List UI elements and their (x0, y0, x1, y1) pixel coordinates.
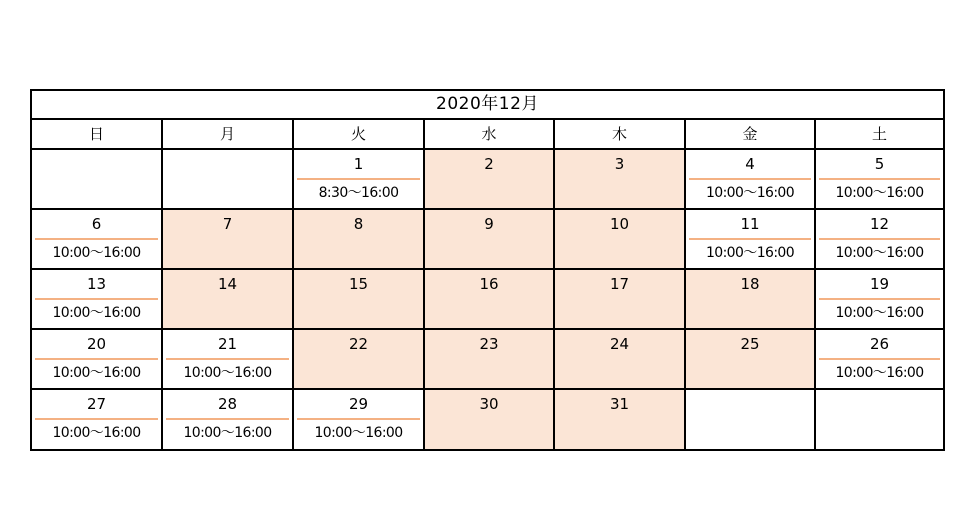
hours-divider (35, 238, 158, 240)
opening-hours: 10:00～16:00 (835, 185, 924, 201)
day-number: 19 (869, 275, 890, 293)
open-day-cell (816, 270, 943, 330)
opening-hours: 10:00～16:00 (52, 365, 141, 381)
opening-hours: 10:00～16:00 (835, 245, 924, 261)
open-day-cell (163, 390, 294, 449)
hours-divider (689, 178, 811, 180)
hours-divider (819, 298, 940, 300)
open-day-cell (686, 210, 816, 270)
opening-hours: 10:00～16:00 (705, 185, 795, 201)
day-number: 25 (740, 335, 760, 353)
weekday-header-cell: 月 (163, 120, 294, 150)
day-number: 16 (479, 275, 499, 293)
day-number: 1 (353, 155, 364, 173)
closed-day-cell (425, 150, 555, 210)
opening-hours: 10:00～16:00 (835, 365, 924, 381)
opening-hours: 10:00～16:00 (314, 425, 403, 441)
open-day-cell (816, 210, 943, 270)
weekday-header-cell: 木 (555, 120, 686, 150)
closed-day-cell (294, 270, 425, 330)
day-number: 21 (217, 335, 238, 353)
opening-hours: 10:00～16:00 (52, 425, 141, 441)
day-number: 23 (479, 335, 499, 353)
closed-day-cell (163, 270, 294, 330)
open-day-cell (816, 150, 943, 210)
hours-divider (819, 238, 940, 240)
opening-hours: 8:30～16:00 (318, 185, 399, 201)
closed-day-cell (294, 210, 425, 270)
closed-day-cell (555, 390, 686, 449)
closed-day-cell (425, 330, 555, 390)
weekday-header-cell: 金 (686, 120, 816, 150)
weekday-header-row (32, 120, 943, 150)
empty-day-cell (163, 150, 294, 210)
open-day-cell (686, 150, 816, 210)
closed-day-cell (294, 330, 425, 390)
closed-day-cell (555, 270, 686, 330)
day-number: 28 (217, 395, 238, 413)
day-number: 27 (86, 395, 107, 413)
hours-divider (35, 298, 158, 300)
day-number: 31 (609, 395, 630, 413)
day-number: 13 (86, 275, 107, 293)
day-number: 6 (91, 215, 102, 233)
hours-divider (819, 178, 940, 180)
day-number: 29 (348, 395, 369, 413)
opening-hours: 10:00～16:00 (183, 365, 272, 381)
opening-hours: 10:00～16:00 (183, 425, 272, 441)
closed-day-cell (425, 270, 555, 330)
closed-day-cell (555, 150, 686, 210)
day-number: 15 (348, 275, 369, 293)
closed-day-cell (425, 390, 555, 449)
day-number: 7 (222, 215, 233, 233)
closed-day-cell (686, 270, 816, 330)
open-day-cell (32, 270, 163, 330)
calendar-table (30, 89, 945, 451)
calendar-grid (32, 150, 943, 449)
opening-hours: 10:00～16:00 (52, 305, 141, 321)
day-number: 18 (740, 275, 760, 293)
empty-day-cell (32, 150, 163, 210)
closed-day-cell (163, 210, 294, 270)
hours-divider (166, 418, 289, 420)
weekday-header-cell: 火 (294, 120, 425, 150)
day-number: 11 (740, 215, 760, 233)
open-day-cell (816, 330, 943, 390)
open-day-cell (163, 330, 294, 390)
day-number: 30 (479, 395, 499, 413)
day-number: 3 (614, 155, 625, 173)
hours-divider (166, 358, 289, 360)
calendar-title: 2020年12月 (32, 91, 943, 120)
day-number: 14 (217, 275, 238, 293)
day-number: 22 (348, 335, 369, 353)
hours-divider (35, 418, 158, 420)
weekday-header-cell: 日 (32, 120, 163, 150)
weekday-header-cell: 水 (425, 120, 555, 150)
empty-day-cell (686, 390, 816, 449)
hours-divider (689, 238, 811, 240)
hours-divider (35, 358, 158, 360)
open-day-cell (294, 390, 425, 449)
hours-divider (297, 418, 420, 420)
closed-day-cell (555, 210, 686, 270)
day-number: 12 (869, 215, 890, 233)
weekday-header-cell: 土 (816, 120, 943, 150)
opening-hours: 10:00～16:00 (52, 245, 141, 261)
empty-day-cell (816, 390, 943, 449)
opening-hours: 10:00～16:00 (705, 245, 795, 261)
day-number: 5 (874, 155, 885, 173)
day-number: 20 (86, 335, 107, 353)
open-day-cell (32, 390, 163, 449)
closed-day-cell (425, 210, 555, 270)
closed-day-cell (555, 330, 686, 390)
open-day-cell (294, 150, 425, 210)
day-number: 8 (353, 215, 364, 233)
open-day-cell (32, 330, 163, 390)
closed-day-cell (686, 330, 816, 390)
day-number: 2 (484, 155, 494, 173)
day-number: 24 (609, 335, 630, 353)
day-number: 26 (869, 335, 890, 353)
hours-divider (297, 178, 420, 180)
open-day-cell (32, 210, 163, 270)
hours-divider (819, 358, 940, 360)
day-number: 10 (609, 215, 630, 233)
day-number: 4 (745, 155, 755, 173)
day-number: 17 (609, 275, 630, 293)
opening-hours: 10:00～16:00 (835, 305, 924, 321)
day-number: 9 (484, 215, 494, 233)
